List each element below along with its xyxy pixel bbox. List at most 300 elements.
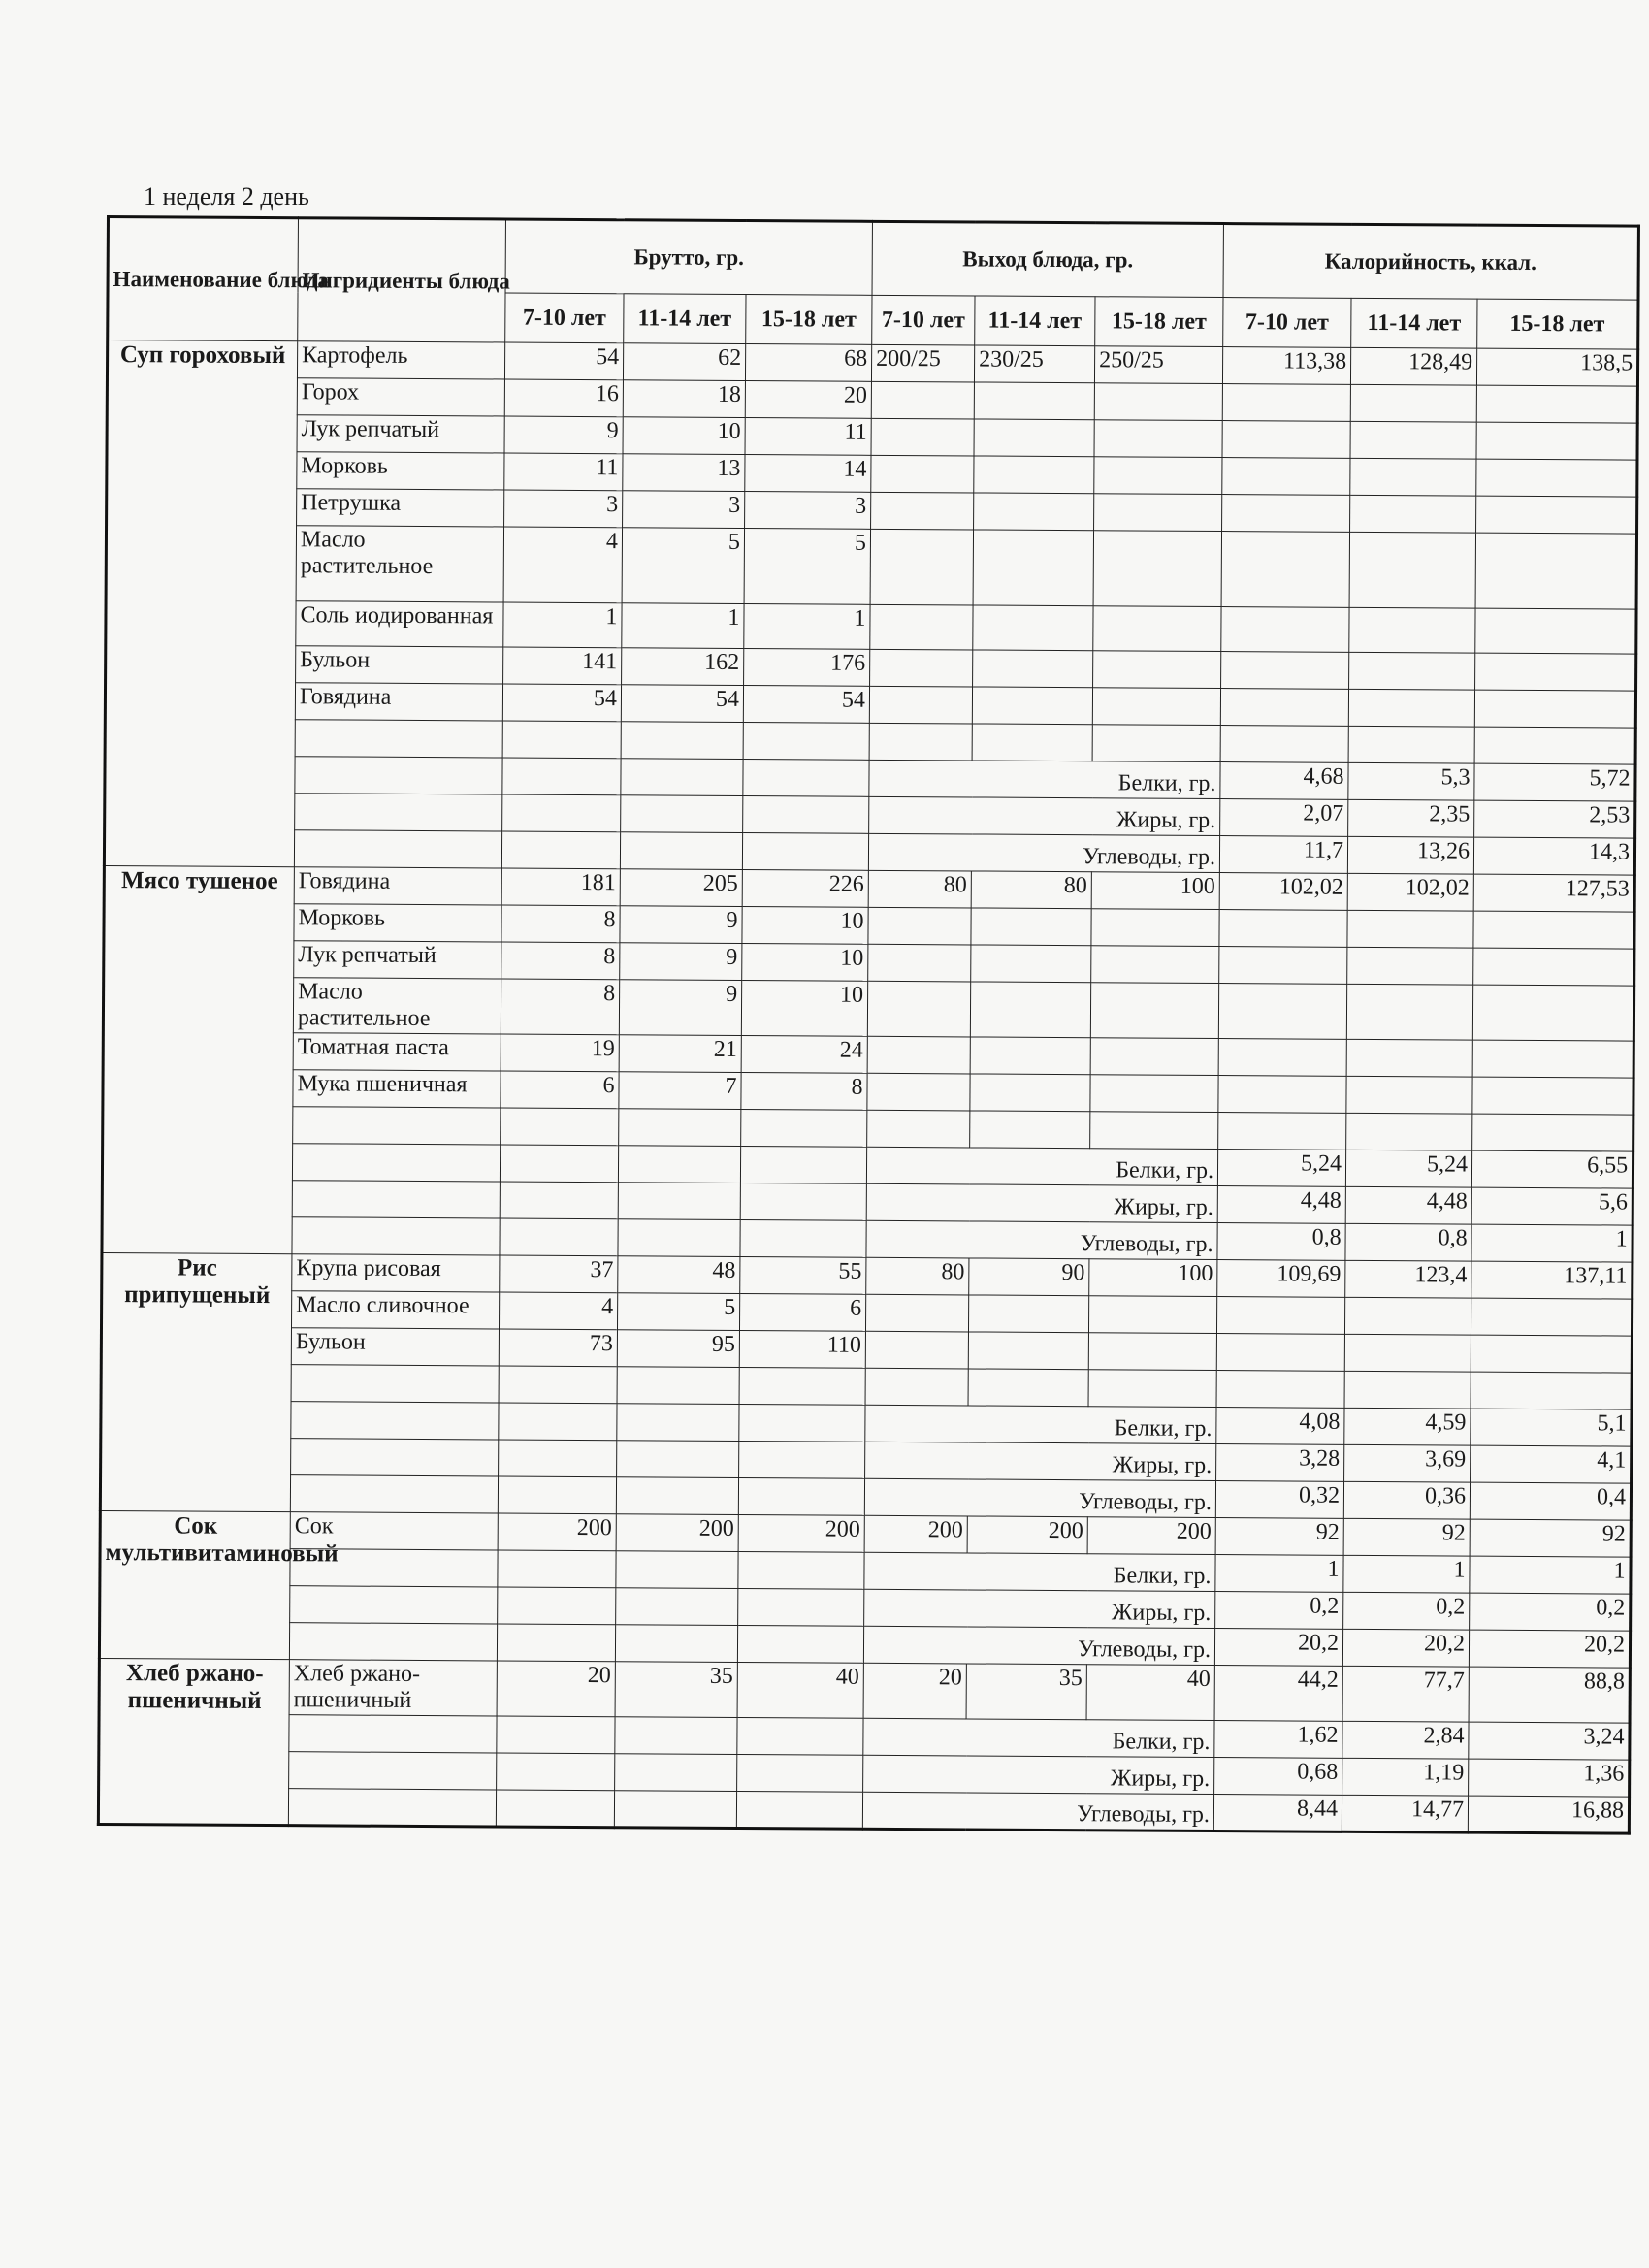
- empty-cell: [870, 529, 973, 605]
- empty-cell: [293, 1106, 501, 1144]
- nutrient-value: 4,68: [1220, 762, 1348, 800]
- nutrient-value: 5,72: [1474, 763, 1635, 801]
- brutto-value: 11: [745, 418, 871, 456]
- nutrient-value: 0,68: [1214, 1757, 1342, 1795]
- empty-cell: [294, 830, 501, 868]
- brutto-value: 8: [501, 979, 619, 1034]
- ingredient-name: Лук репчатый: [297, 415, 504, 453]
- brutto-value: 7: [619, 1071, 741, 1109]
- brutto-value: 9: [620, 906, 742, 944]
- empty-cell: [498, 1476, 616, 1514]
- empty-cell: [1347, 910, 1473, 948]
- nutrient-value: 5,24: [1217, 1149, 1345, 1186]
- empty-cell: [617, 1440, 739, 1477]
- empty-cell: [1472, 985, 1633, 1041]
- brutto-value: 8: [501, 905, 620, 943]
- empty-cell: [1219, 947, 1347, 985]
- nutrient-value: 4,59: [1344, 1408, 1471, 1445]
- empty-cell: [621, 722, 743, 760]
- empty-cell: [870, 649, 973, 687]
- nutrient-label: Жиры, гр.: [865, 1442, 1216, 1480]
- empty-cell: [295, 757, 502, 794]
- empty-cell: [620, 832, 742, 870]
- empty-cell: [615, 1624, 737, 1662]
- nutrient-value: 2,53: [1474, 800, 1635, 838]
- empty-cell: [295, 720, 502, 758]
- empty-cell: [737, 1625, 863, 1663]
- nutrient-label: Углеводы, гр.: [866, 1220, 1217, 1259]
- empty-cell: [870, 604, 973, 650]
- brutto-value: 11: [504, 453, 623, 491]
- output-value: 90: [969, 1258, 1089, 1296]
- empty-cell: [869, 686, 972, 724]
- empty-cell: [1216, 1370, 1344, 1408]
- empty-cell: [289, 1622, 497, 1660]
- nutrient-value: 5,24: [1345, 1150, 1471, 1187]
- brutto-value: 21: [619, 1034, 741, 1072]
- brutto-value: 95: [617, 1329, 739, 1367]
- brutto-value: 19: [501, 1034, 619, 1072]
- brutto-value: 6: [501, 1071, 619, 1109]
- ingredient-name: Мука пшеничная: [293, 1069, 501, 1107]
- empty-cell: [1091, 946, 1219, 984]
- empty-cell: [1346, 1113, 1472, 1150]
- header-age: 11-14 лет: [975, 296, 1095, 346]
- empty-cell: [499, 1440, 617, 1477]
- empty-cell: [974, 493, 1094, 531]
- nutrient-value: 1,62: [1214, 1720, 1342, 1758]
- nutrient-value: 4,1: [1471, 1445, 1632, 1483]
- empty-cell: [1088, 1332, 1216, 1370]
- empty-cell: [1475, 533, 1637, 609]
- nutrient-value: 1: [1215, 1554, 1343, 1592]
- empty-cell: [618, 1182, 740, 1219]
- empty-cell: [739, 1367, 865, 1405]
- empty-cell: [1222, 458, 1350, 496]
- empty-cell: [1222, 495, 1350, 533]
- nutrient-value: 2,35: [1348, 799, 1474, 837]
- empty-cell: [1476, 422, 1637, 460]
- empty-cell: [614, 1790, 736, 1828]
- empty-cell: [500, 1145, 618, 1183]
- output-value: 40: [1086, 1664, 1214, 1720]
- empty-cell: [617, 1366, 739, 1404]
- empty-cell: [616, 1587, 738, 1625]
- empty-cell: [1474, 690, 1635, 728]
- brutto-value: 200: [738, 1514, 864, 1552]
- empty-cell: [1094, 420, 1222, 458]
- empty-cell: [1345, 1297, 1471, 1335]
- empty-cell: [737, 1754, 863, 1792]
- dish-name: Суп гороховый: [104, 340, 297, 867]
- brutto-value: 10: [742, 944, 868, 982]
- ingredient-name: Говядина: [294, 867, 501, 905]
- brutto-value: 8: [501, 942, 620, 980]
- nutrient-value: 20,2: [1214, 1628, 1342, 1666]
- empty-cell: [1088, 1295, 1216, 1333]
- empty-cell: [743, 760, 869, 797]
- calorie-value: 113,38: [1222, 347, 1350, 385]
- empty-cell: [1221, 652, 1349, 690]
- empty-cell: [502, 758, 621, 795]
- brutto-value: 1: [744, 604, 870, 650]
- empty-cell: [616, 1476, 738, 1514]
- empty-cell: [1090, 1074, 1218, 1112]
- empty-cell: [740, 1219, 866, 1257]
- nutrient-label: Жиры, гр.: [863, 1755, 1214, 1794]
- empty-cell: [740, 1183, 866, 1220]
- header-dish: Наименование блюда: [108, 217, 299, 341]
- nutrient-value: 5,1: [1471, 1409, 1632, 1446]
- output-value: 35: [966, 1664, 1086, 1720]
- empty-cell: [1348, 689, 1474, 727]
- calorie-value: 128,49: [1350, 347, 1476, 385]
- empty-cell: [868, 907, 971, 945]
- header-ingredients: Ингридиенты блюда: [298, 218, 506, 342]
- ingredient-name: Лук репчатый: [294, 941, 501, 979]
- empty-cell: [742, 833, 868, 871]
- brutto-value: 18: [623, 380, 745, 418]
- nutrient-value: 5,3: [1348, 762, 1474, 800]
- empty-cell: [1349, 652, 1475, 690]
- nutrient-value: 0,32: [1215, 1480, 1343, 1518]
- calorie-value: 138,5: [1476, 348, 1637, 386]
- empty-cell: [1347, 947, 1473, 985]
- brutto-value: 55: [740, 1256, 866, 1294]
- brutto-value: 54: [743, 686, 869, 724]
- empty-cell: [1474, 727, 1635, 764]
- nutrient-label: Углеводы, гр.: [863, 1626, 1214, 1665]
- calorie-value: 127,53: [1473, 874, 1634, 912]
- ingredient-name: Сок: [290, 1511, 498, 1549]
- brutto-value: 37: [500, 1255, 618, 1293]
- empty-cell: [499, 1366, 617, 1404]
- brutto-value: 35: [615, 1661, 737, 1717]
- empty-cell: [1088, 1369, 1216, 1407]
- empty-cell: [1476, 459, 1637, 497]
- nutrient-label: Углеводы, гр.: [862, 1792, 1213, 1831]
- empty-cell: [1218, 1038, 1346, 1076]
- brutto-value: 141: [503, 647, 622, 685]
- header-calories: Калорийность, ккал.: [1223, 224, 1638, 301]
- empty-cell: [1093, 651, 1221, 689]
- empty-cell: [865, 1294, 968, 1332]
- brutto-value: 200: [616, 1513, 738, 1551]
- brutto-value: 205: [620, 869, 742, 907]
- ingredient-name: Говядина: [295, 683, 502, 721]
- empty-cell: [502, 794, 621, 832]
- header-age: 7-10 лет: [1223, 298, 1351, 348]
- empty-cell: [1216, 1333, 1344, 1371]
- empty-cell: [617, 1403, 739, 1441]
- brutto-value: 110: [739, 1330, 865, 1368]
- calorie-value: 92: [1343, 1518, 1470, 1556]
- brutto-value: 1: [622, 603, 744, 649]
- header-age: 11-14 лет: [624, 294, 746, 344]
- calorie-value: 92: [1215, 1517, 1343, 1555]
- nutrient-value: 20,2: [1469, 1630, 1630, 1668]
- empty-cell: [496, 1789, 614, 1827]
- empty-cell: [292, 1216, 500, 1254]
- empty-cell: [738, 1588, 864, 1626]
- empty-cell: [500, 1218, 618, 1256]
- brutto-value: 200: [498, 1513, 616, 1551]
- page-title: 1 неделя 2 день: [144, 182, 309, 211]
- nutrient-value: 1: [1343, 1555, 1470, 1593]
- empty-cell: [739, 1404, 865, 1442]
- empty-cell: [1348, 726, 1474, 763]
- empty-cell: [1350, 495, 1476, 533]
- ingredient-name: Соль иодированная: [296, 601, 503, 647]
- empty-cell: [291, 1401, 499, 1439]
- empty-cell: [970, 1037, 1090, 1075]
- nutrient-value: 3,28: [1216, 1443, 1344, 1481]
- nutrient-label: Белки, гр.: [869, 760, 1220, 798]
- empty-cell: [971, 945, 1091, 983]
- calorie-value: 123,4: [1345, 1260, 1471, 1298]
- empty-cell: [968, 1295, 1088, 1333]
- empty-cell: [1092, 688, 1220, 726]
- brutto-value: 3: [745, 492, 871, 530]
- empty-cell: [1471, 1372, 1632, 1409]
- ingredient-name: Морковь: [294, 904, 501, 942]
- empty-cell: [1350, 384, 1476, 422]
- empty-cell: [1090, 1111, 1218, 1149]
- brutto-value: 9: [504, 416, 623, 454]
- empty-cell: [618, 1145, 740, 1183]
- empty-cell: [498, 1587, 616, 1625]
- empty-cell: [741, 1109, 867, 1147]
- empty-cell: [1350, 458, 1476, 496]
- empty-cell: [1093, 606, 1221, 652]
- brutto-value: 68: [745, 344, 871, 382]
- nutrient-value: 0,2: [1343, 1592, 1470, 1630]
- empty-cell: [973, 605, 1093, 651]
- empty-cell: [1349, 532, 1475, 608]
- nutrient-value: 4,08: [1216, 1407, 1344, 1444]
- nutrient-value: 4,48: [1217, 1185, 1345, 1223]
- brutto-value: 54: [504, 342, 623, 380]
- empty-cell: [499, 1403, 617, 1441]
- brutto-value: 20: [497, 1661, 615, 1716]
- empty-cell: [737, 1717, 863, 1755]
- nutrient-value: 2,07: [1220, 799, 1348, 837]
- brutto-value: 13: [623, 454, 745, 492]
- nutrient-value: 5,6: [1471, 1187, 1633, 1225]
- calorie-value: 92: [1470, 1519, 1631, 1557]
- empty-cell: [498, 1550, 616, 1588]
- nutrient-value: 20,2: [1342, 1629, 1469, 1667]
- empty-cell: [973, 530, 1093, 606]
- dish-name: Мясо тушеное: [102, 865, 294, 1253]
- output-value: 100: [1091, 872, 1219, 910]
- ingredient-name: Морковь: [297, 452, 504, 490]
- empty-cell: [1219, 910, 1347, 948]
- nutrient-label: Белки, гр.: [863, 1718, 1214, 1757]
- empty-cell: [1218, 1112, 1346, 1150]
- nutrient-value: 6,55: [1471, 1150, 1633, 1188]
- nutrient-value: 1,19: [1342, 1758, 1469, 1796]
- brutto-value: 181: [501, 868, 620, 906]
- empty-cell: [616, 1550, 738, 1588]
- nutrient-value: 1: [1471, 1224, 1633, 1262]
- ingredient-name: Горох: [297, 378, 504, 416]
- empty-cell: [972, 687, 1092, 725]
- empty-cell: [1473, 911, 1634, 949]
- brutto-value: 40: [737, 1662, 863, 1718]
- ingredient-name: Масло растительное: [296, 526, 503, 602]
- empty-cell: [1221, 532, 1349, 608]
- brutto-value: 226: [742, 870, 868, 908]
- empty-cell: [740, 1146, 866, 1183]
- brutto-value: 54: [621, 685, 743, 723]
- brutto-value: 20: [745, 381, 871, 419]
- brutto-value: 54: [502, 684, 621, 722]
- empty-cell: [972, 724, 1092, 761]
- brutto-value: 62: [623, 343, 745, 381]
- table-row: [106, 525, 1637, 610]
- empty-cell: [1217, 1296, 1345, 1334]
- dish-name: Хлеб ржано-пшеничный: [98, 1658, 289, 1825]
- nutrient-value: 16,88: [1468, 1796, 1629, 1833]
- header-brutto: Брутто, гр.: [505, 219, 872, 295]
- calorie-value: 77,7: [1342, 1666, 1469, 1722]
- empty-cell: [615, 1753, 737, 1791]
- empty-cell: [968, 1369, 1088, 1407]
- nutrient-value: 11,7: [1219, 836, 1347, 874]
- empty-cell: [497, 1624, 615, 1662]
- brutto-value: 4: [503, 527, 622, 603]
- nutrient-label: Углеводы, гр.: [864, 1478, 1215, 1517]
- empty-cell: [291, 1364, 499, 1402]
- output-value: 20: [863, 1663, 966, 1718]
- nutrient-value: 1: [1470, 1556, 1631, 1594]
- empty-cell: [1092, 725, 1220, 762]
- empty-cell: [1220, 689, 1348, 727]
- dish-name: Сок мультивитаминовый: [99, 1510, 290, 1659]
- brutto-value: 14: [745, 455, 871, 493]
- empty-cell: [1475, 653, 1636, 691]
- nutrient-value: 0,2: [1470, 1593, 1631, 1631]
- brutto-value: 10: [742, 907, 868, 945]
- empty-cell: [974, 382, 1094, 420]
- empty-cell: [497, 1715, 615, 1753]
- empty-cell: [1476, 385, 1637, 423]
- empty-cell: [1344, 1371, 1471, 1409]
- empty-cell: [1090, 1037, 1218, 1075]
- empty-cell: [867, 1110, 970, 1148]
- brutto-value: 73: [499, 1329, 617, 1367]
- output-value: 200: [967, 1516, 1087, 1554]
- empty-cell: [970, 1111, 1090, 1149]
- output-value: 80: [866, 1257, 969, 1295]
- ingredient-name: Бульон: [296, 646, 503, 684]
- brutto-value: 9: [619, 980, 741, 1036]
- nutrient-value: 1,36: [1469, 1759, 1630, 1797]
- brutto-value: 4: [499, 1292, 617, 1330]
- nutrient-value: 14,3: [1473, 837, 1634, 875]
- nutrient-value: 8,44: [1213, 1794, 1342, 1831]
- nutrient-label: Белки, гр.: [864, 1552, 1215, 1591]
- empty-cell: [621, 759, 743, 796]
- empty-cell: [1350, 421, 1476, 459]
- brutto-value: 3: [623, 491, 745, 529]
- empty-cell: [500, 1182, 618, 1219]
- empty-cell: [743, 796, 869, 834]
- empty-cell: [290, 1474, 498, 1512]
- ingredient-name: Бульон: [291, 1327, 499, 1365]
- empty-cell: [973, 650, 1093, 688]
- empty-cell: [739, 1441, 865, 1478]
- empty-cell: [738, 1477, 864, 1515]
- brutto-value: 5: [617, 1292, 739, 1330]
- nutrient-value: 0,2: [1215, 1591, 1343, 1629]
- empty-cell: [871, 455, 974, 493]
- nutrient-label: Белки, гр.: [865, 1405, 1216, 1443]
- nutrient-label: Жиры, гр.: [866, 1183, 1217, 1222]
- menu-table: [97, 215, 1640, 1834]
- calorie-value: 102,02: [1347, 873, 1473, 911]
- empty-cell: [1471, 1335, 1632, 1373]
- empty-cell: [871, 381, 974, 419]
- output-value: 80: [868, 870, 971, 908]
- ingredient-name: Масло растительное: [293, 978, 501, 1034]
- empty-cell: [970, 1074, 1090, 1112]
- empty-cell: [1344, 1334, 1471, 1372]
- empty-cell: [290, 1585, 498, 1623]
- calorie-value: 88,8: [1469, 1667, 1630, 1723]
- nutrient-value: 3,69: [1344, 1444, 1471, 1482]
- empty-cell: [1090, 983, 1218, 1039]
- empty-cell: [1476, 496, 1637, 534]
- header-age: 15-18 лет: [1095, 297, 1223, 347]
- empty-cell: [291, 1438, 499, 1475]
- empty-cell: [865, 1368, 968, 1406]
- empty-cell: [865, 1331, 968, 1369]
- empty-cell: [738, 1551, 864, 1589]
- empty-cell: [1472, 1040, 1633, 1078]
- menu-sheet: [97, 215, 1637, 1834]
- ingredient-name: Петрушка: [297, 489, 504, 527]
- nutrient-value: 0,8: [1345, 1223, 1471, 1261]
- header-output: Выход блюда, гр.: [872, 221, 1223, 297]
- empty-cell: [1346, 1076, 1472, 1114]
- empty-cell: [1093, 531, 1222, 607]
- empty-cell: [968, 1332, 1088, 1370]
- nutrient-label: Белки, гр.: [866, 1147, 1217, 1185]
- calorie-value: 102,02: [1219, 873, 1347, 911]
- output-value: 200: [864, 1515, 967, 1553]
- empty-cell: [619, 1108, 741, 1146]
- empty-cell: [1475, 608, 1636, 654]
- nutrient-label: Жиры, гр.: [864, 1589, 1215, 1628]
- ingredient-name: Томатная паста: [293, 1032, 501, 1070]
- empty-cell: [867, 981, 970, 1036]
- ingredient-name: Картофель: [297, 341, 504, 379]
- empty-cell: [497, 1752, 615, 1790]
- nutrient-label: Углеводы, гр.: [868, 833, 1219, 872]
- empty-cell: [736, 1791, 862, 1829]
- empty-cell: [295, 794, 502, 831]
- brutto-value: 3: [504, 490, 623, 528]
- empty-cell: [1218, 984, 1346, 1040]
- nutrient-value: 2,84: [1342, 1721, 1469, 1759]
- empty-cell: [871, 492, 974, 530]
- nutrient-value: 3,24: [1469, 1722, 1630, 1760]
- brutto-value: 24: [741, 1035, 867, 1073]
- empty-cell: [1094, 383, 1222, 421]
- brutto-value: 1: [503, 602, 622, 648]
